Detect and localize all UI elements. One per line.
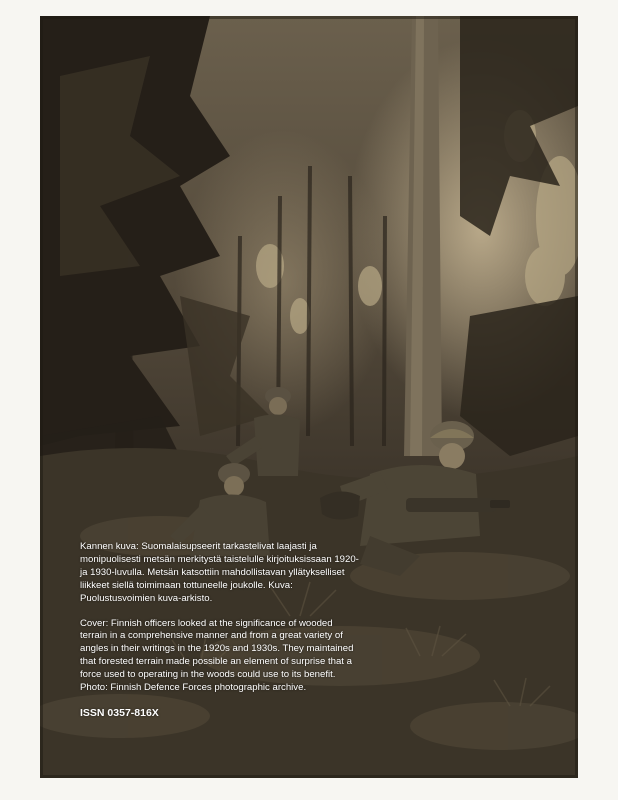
issn-number: ISSN 0357-816X bbox=[80, 706, 159, 719]
caption-english: Cover: Finnish officers looked at the significance of wooded terrain in a comprehensive manner and from a great variety of angles in their writings in the 1920s and 1930s. They maintained that forested terrain made possible an element of surprise that a force used to operating in the woods could use to its benefit. Photo: Finnish Defence Forces photographic archive. bbox=[80, 617, 354, 694]
caption-finnish: Kannen kuva: Suomalaisupseerit tarkastelivat laajasti ja monipuolisesti metsän merkitystä taistelulle kirjoituksissaan 1920- ja 1930-luvulla. Metsän katsottiin mahdollistavan yllätykselliset liikkeet siellä toimimaan tottuneelle joukolle. Kuva: Puolustusvoimien kuva-arkisto. bbox=[80, 541, 359, 604]
cover-caption-block bbox=[80, 541, 360, 720]
